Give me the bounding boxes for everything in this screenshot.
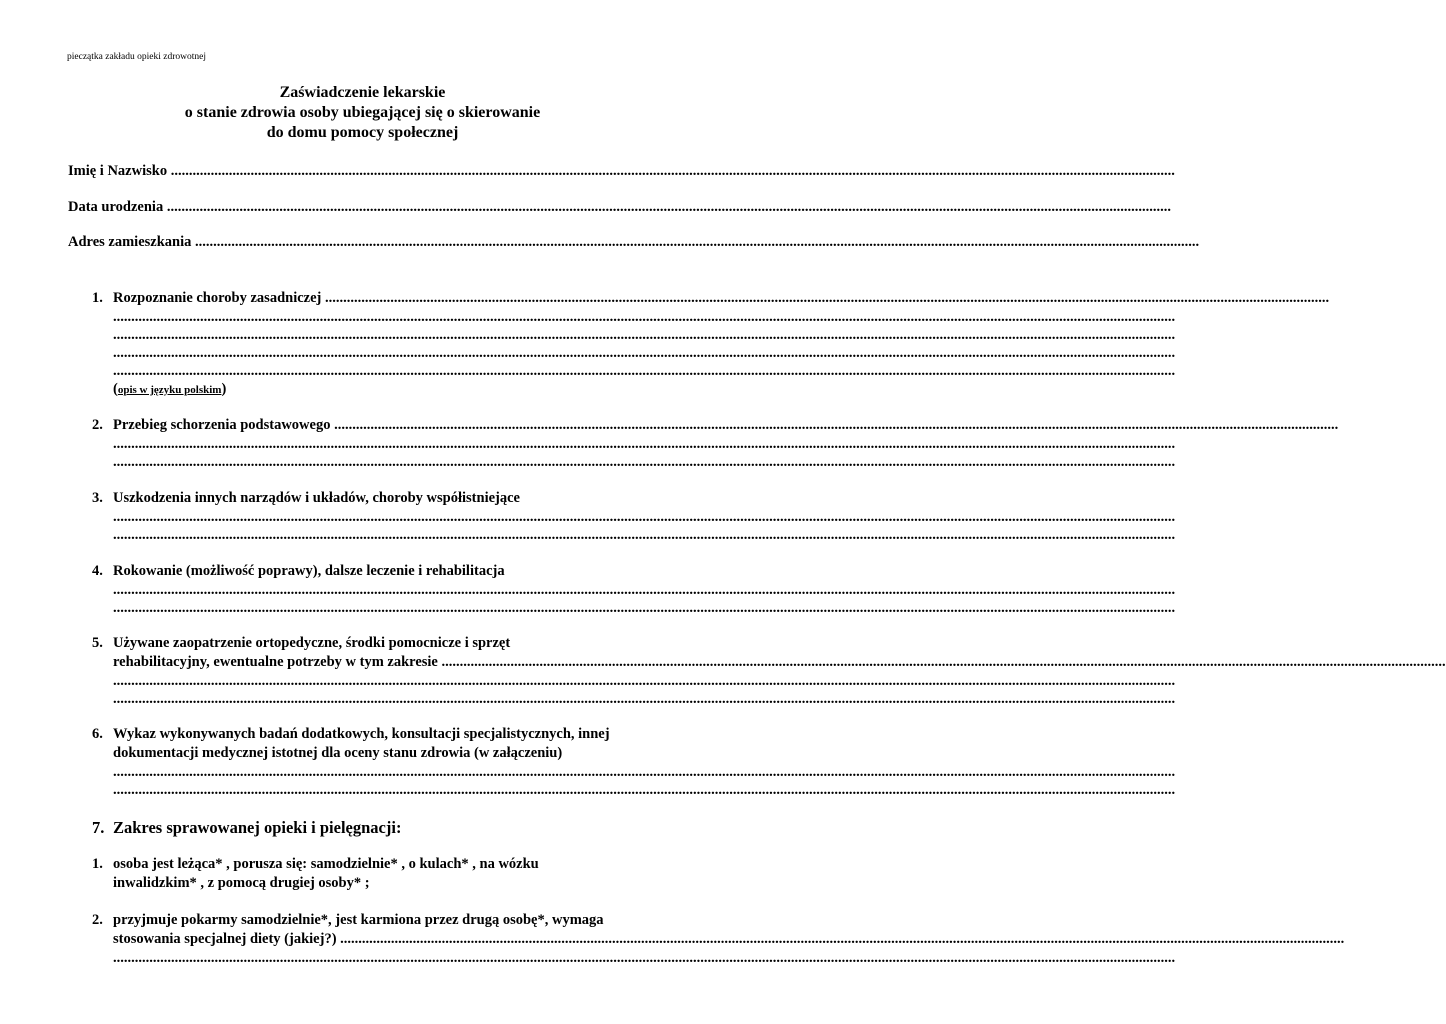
section-6-dots-2[interactable]: ..................................................................................................................................................................................................................................................................................................... — [113, 782, 1176, 798]
section-3-dots-1[interactable]: ..................................................................................................................................................................................................................................................................................................... — [113, 509, 1176, 525]
section-3-dots-2[interactable]: ..................................................................................................................................................................................................................................................................................................... — [113, 527, 1176, 543]
address-field[interactable] — [68, 234, 651, 251]
section-4-number: 4. — [92, 563, 103, 579]
note-open: ( — [113, 381, 118, 397]
section-6-number: 6. — [92, 726, 103, 742]
section-1-label: Rozpoznanie choroby zasadniczej — [113, 290, 322, 306]
care-2-line-2: stosowania specjalnej diety (jakiej?) — [113, 931, 337, 947]
section-1-dots-2[interactable]: ..................................................................................................................................................................................................................................................................................................... — [113, 327, 1176, 343]
section-1-number: 1. — [92, 290, 103, 306]
note-text: opis w języku polskim — [117, 384, 222, 396]
care-2-dots-1[interactable]: ..................................................................................................................................................................................................................................................................................................... — [113, 950, 1176, 966]
address-label: Adres zamieszkania — [68, 234, 192, 250]
care-2-field[interactable] — [113, 931, 649, 948]
section-1-dots-1[interactable]: ..................................................................................................................................................................................................................................................................................................... — [113, 309, 1176, 325]
section-3-label: Uszkodzenia innych narządów i układów, choroby współistniejące — [113, 490, 520, 506]
title-line-1: Zaświadczenie lekarskie — [279, 84, 446, 101]
section-6-label-line-1: Wykaz wykonywanych badań dodatkowych, konsultacji specjalistycznych, innej — [113, 726, 610, 742]
section-6-dots-1[interactable]: ..................................................................................................................................................................................................................................................................................................... — [113, 764, 1176, 780]
section-2-label: Przebieg schorzenia podstawowego — [113, 417, 331, 433]
section-4-dots-1[interactable]: ..................................................................................................................................................................................................................................................................................................... — [113, 582, 1176, 598]
section-1-note — [113, 381, 226, 398]
care-1-line-1: osoba jest leżąca* , porusza się: samodzielnie* , o kulach* , na wózku — [113, 856, 539, 872]
section-5-number: 5. — [92, 635, 103, 651]
section-2-field[interactable] — [113, 417, 649, 434]
care-1-number: 1. — [92, 856, 103, 872]
section-5-label-line-2: rehabilitacyjny, ewentualne potrzeby w tym zakresie — [113, 654, 438, 670]
section-7-number: 7. — [92, 818, 105, 837]
stamp-label: pieczątka zakładu opieki zdrowotnej — [67, 52, 207, 62]
section-5-dots-1[interactable]: ..................................................................................................................................................................................................................................................................................................... — [113, 673, 1176, 689]
title-line-2: o stanie zdrowia osoby ubiegającej się o skierowanie — [184, 104, 541, 121]
care-2-number: 2. — [92, 912, 103, 928]
care-2-line-1: przyjmuje pokarmy samodzielnie*, jest karmiona przez drugą osobę*, wymaga — [113, 912, 604, 928]
section-2-number: 2. — [92, 417, 103, 433]
section-1-field[interactable] — [113, 290, 649, 307]
section-4-dots-2[interactable]: ..................................................................................................................................................................................................................................................................................................... — [113, 600, 1176, 616]
birth-date-field[interactable] — [68, 199, 651, 216]
section-5-field[interactable] — [113, 654, 649, 671]
section-4-label: Rokowanie (możliwość poprawy), dalsze leczenie i rehabilitacja — [113, 563, 505, 579]
care-1-line-2: inwalidzkim* , z pomocą drugiej osoby* ; — [113, 875, 370, 891]
title-line-3: do domu pomocy społecznej — [266, 124, 459, 141]
section-2-dots-2[interactable]: ..................................................................................................................................................................................................................................................................................................... — [113, 454, 1176, 470]
name-label: Imię i Nazwisko — [68, 163, 168, 179]
section-3-number: 3. — [92, 490, 103, 506]
section-6-label-line-2: dokumentacji medycznej istotnej dla oceny stanu zdrowia (w załączeniu) — [113, 745, 563, 761]
name-field[interactable] — [68, 163, 651, 180]
section-5-label-line-1: Używane zaopatrzenie ortopedyczne, środki pomocnicze i sprzęt — [113, 635, 511, 651]
birth-date-label: Data urodzenia — [68, 199, 164, 215]
section-5-dots-2[interactable]: ..................................................................................................................................................................................................................................................................................................... — [113, 691, 1176, 707]
section-2-dots-1[interactable]: ..................................................................................................................................................................................................................................................................................................... — [113, 436, 1176, 452]
section-7-label: Zakres sprawowanej opieki i pielęgnacji: — [113, 818, 402, 837]
section-1-dots-3[interactable]: ..................................................................................................................................................................................................................................................................................................... — [113, 345, 1176, 361]
section-1-dots-4[interactable]: ..................................................................................................................................................................................................................................................................................................... — [113, 363, 1176, 379]
note-close: ) — [221, 381, 227, 397]
